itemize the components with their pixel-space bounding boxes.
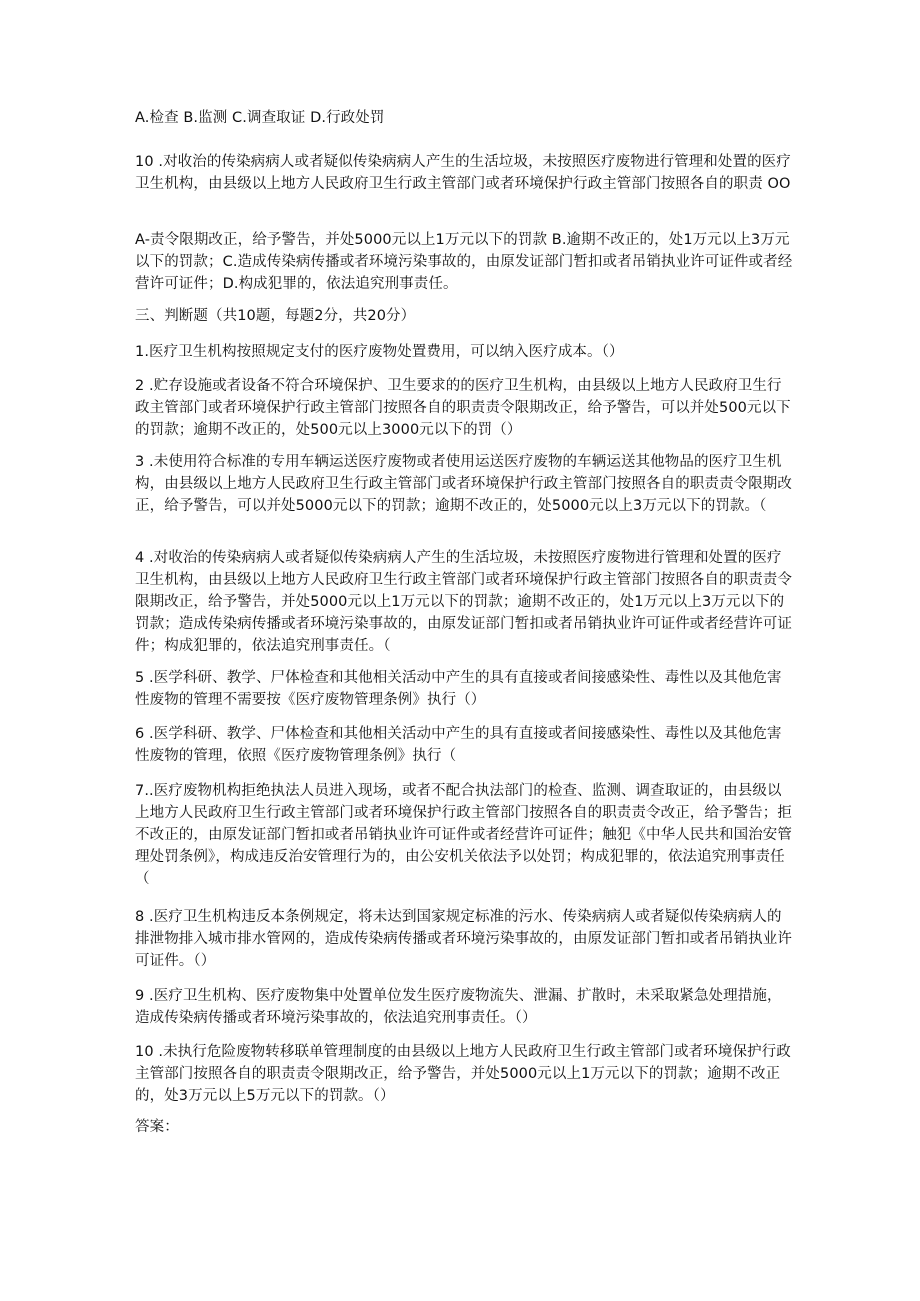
true-false-item-1: 1.医疗卫生机构按照规定支付的医疗废物处置费用，可以纳入医疗成本。（） bbox=[135, 344, 624, 360]
true-false-item-6: 6 .医学科研、教学、尸体检查和其他相关活动中产生的具有直接或者间接感染性、毒性以及其他危害性废物的管理，依照《医疗废物管理条例》执行（ bbox=[135, 726, 782, 764]
true-false-item-2: 2 .贮存设施或者设备不符合环境保护、卫生要求的的医疗卫生机构，由县级以上地方人民政府卫生行政主管部门或者环境保护行政主管部门按照各自的职责责令限期改正，给予警告，可以并处500元以下的罚款；逾期不改正的，处500元以上3000元以下的罚（） bbox=[135, 378, 791, 438]
true-false-item-8: 8 .医疗卫生机构违反本条例规定，将未达到国家规定标准的污水、传染病病人或者疑似传染病病人的排泄物排入城市排水管网的，造成传染病传播或者环境污染事故的，由原发证部门暂扣或者吊销执业许可证件。（） bbox=[135, 909, 792, 969]
question-10-options: A-责令限期改正，给予警告，并处5000元以上1万元以下的罚款 B.逾期不改正的，处1万元以上3万元以下的罚款；C.造成传染病传播或者环境污染事故的，由原发证部门暂扣或者吊销执业许可证件或者经营许可证件；D.构成犯罪的，依法追究刑事责任。 bbox=[135, 232, 793, 292]
section-3-title: 三、判断题（共10题，每题2分，共20分） bbox=[135, 308, 416, 324]
answer-label: 答案： bbox=[135, 1119, 179, 1135]
question-10-stem: 10 .对收治的传染病病人或者疑似传染病病人产生的生活垃圾，未按照医疗废物进行管理和处置的医疗卫生机构，由县级以上地方人民政府卫生行政主管部门或者环境保护行政主管部门按照各自的职责 OO bbox=[135, 154, 791, 192]
true-false-item-7: 7..医疗废物机构拒绝执法人员进入现场，或者不配合执法部门的检查、监测、调查取证的，由县级以上地方人民政府卫生行政主管部门或者环境保护行政主管部门按照各自的职责责令改正，给予警告；拒不改正的，由原发证部门暂扣或者吊销执业许可证件或者经营许可证件；触犯《中华人民共和国治安管理处罚条例》，构成违反治安管理行为的，由公安机关依法予以处罚；构成犯罪的，依法追究刑事责任（ bbox=[135, 783, 792, 887]
true-false-item-5: 5 .医学科研、教学、尸体检查和其他相关活动中产生的具有直接或者间接感染性、毒性以及其他危害性废物的管理不需要按《医疗废物管理条例》执行（） bbox=[135, 670, 782, 708]
true-false-item-10: 10 .未执行危险废物转移联单管理制度的由县级以上地方人民政府卫生行政主管部门或者环境保护行政主管部门按照各自的职责责令限期改正，给予警告，并处5000元以上1万元以下的罚款；逾期不改正的，处3万元以上5万元以下的罚款。（） bbox=[135, 1044, 791, 1104]
true-false-item-9: 9 .医疗卫生机构、医疗废物集中处置单位发生医疗废物流失、泄漏、扩散时，未采取紧急处理措施，造成传染病传播或者环境污染事故的，依法追究刑事责任。（） bbox=[135, 988, 782, 1026]
true-false-item-4: 4 .对收治的传染病病人或者疑似传染病病人产生的生活垃圾，未按照医疗废物进行管理和处置的医疗卫生机构，由县级以上地方人民政府卫生行政主管部门或者环境保护行政主管部门按照各自的职责责令限期改正，给予警告，并处5000元以上1万元以下的罚款；逾期不改正的，处1万元以上3万元以下的罚款；造成传染病传播或者环境污染事故的，由原发证部门暂扣或者吊销执业许可证件或者经营许可证件；构成犯罪的，依法追究刑事责任。（ bbox=[135, 550, 792, 654]
previous-question-options: A.检查 B.监测 C.调查取证 D.行政处罚 bbox=[135, 110, 385, 126]
true-false-item-3: 3 .未使用符合标准的专用车辆运送医疗废物或者使用运送医疗废物的车辆运送其他物品的医疗卫生机构，由县级以上地方人民政府卫生行政主管部门或者环境保护行政主管部门按照各自的职责责令限期改正，给予警告，可以并处5000元以下的罚款；逾期不改正的，处5000元以上3万元以下的罚款。（ bbox=[135, 454, 792, 514]
